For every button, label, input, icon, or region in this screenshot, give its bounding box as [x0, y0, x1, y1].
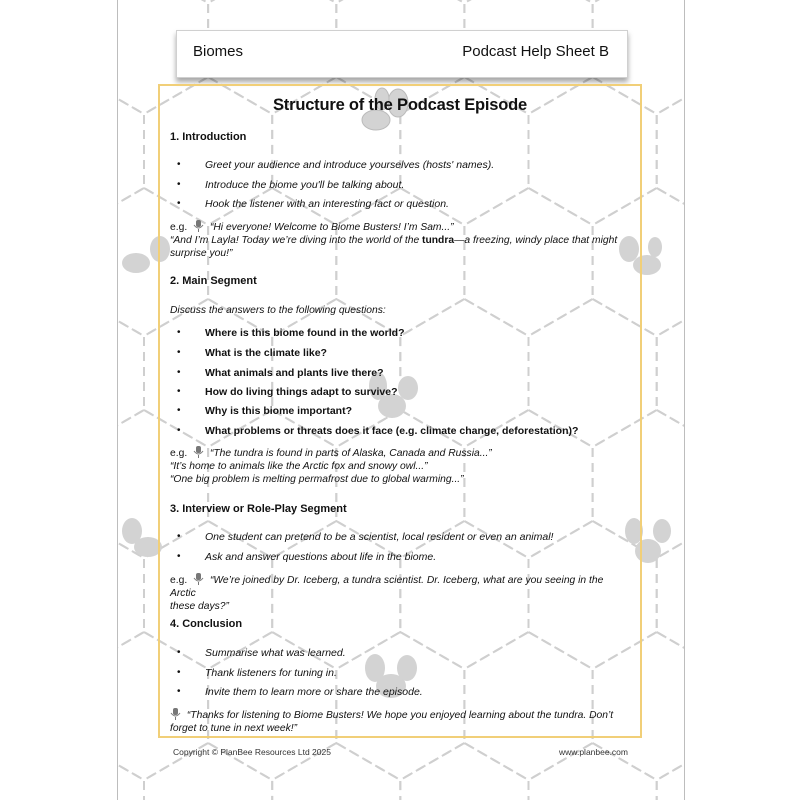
- list-item: What is the climate like?: [205, 347, 327, 359]
- section-intro: Discuss the answers to the following questions:: [170, 305, 386, 316]
- copyright-text: Copyright © PlanBee Resources Ltd 2025: [173, 747, 331, 757]
- list-item: Invite them to learn more or share the episode.: [205, 686, 423, 698]
- microphone-icon: [193, 446, 204, 458]
- hexagon-outline: [657, 77, 684, 225]
- list-item: Greet your audience and introduce yourselves (hosts' names).: [205, 159, 495, 171]
- list-item: How do living things adapt to survive?: [205, 386, 398, 398]
- hexagon-outline: [144, 0, 272, 3]
- list-item: Thank listeners for tuning in.: [205, 667, 337, 679]
- microphone-icon: [170, 708, 181, 720]
- hexagon-outline: [118, 743, 144, 800]
- section-heading-introduction: 1. Introduction: [170, 131, 247, 143]
- bullet-dot: •: [177, 531, 181, 542]
- example-quote: e.g. “Hi everyone! Welcome to Biome Busters! I’m Sam...” “And I’m Layla! Today we’re diving into the world of the tundra—a freezing, windy place that might surprise you!”: [170, 222, 618, 259]
- hexagon-outline: [529, 0, 657, 3]
- bullet-dot: •: [177, 347, 181, 358]
- section-heading-interview: 3. Interview or Role-Play Segment: [170, 503, 347, 515]
- example-quote: e.g. “The tundra is found in parts of Alaska, Canada and Russia...” “It’s home to animals like the Arctic fox and snowy owl...” “One big problem is melting permafrost due to global warming...”: [170, 448, 492, 485]
- bullet-dot: •: [177, 425, 181, 436]
- microphone-icon: [193, 573, 204, 585]
- bullet-dot: •: [177, 686, 181, 697]
- worksheet-page: [117, 0, 685, 800]
- example-quote: “Thanks for listening to Biome Busters! We hope you enjoyed learning about the tundra. Don’t forget to tune in next week!”: [170, 710, 614, 734]
- subject-label: Biomes: [193, 43, 244, 60]
- section-heading-main-segment: 2. Main Segment: [170, 275, 257, 287]
- hexagon-outline: [400, 0, 528, 3]
- hexagon-outline: [657, 299, 684, 447]
- content-box: [158, 84, 642, 738]
- hexagon-outline: [657, 743, 684, 800]
- bullet-dot: •: [177, 179, 181, 190]
- list-item: Why is this biome important?: [205, 405, 353, 417]
- bullet-dot: •: [177, 667, 181, 678]
- bullet-dot: •: [177, 198, 181, 209]
- hexagon-outline: [400, 743, 528, 800]
- bullet-dot: •: [177, 386, 181, 397]
- hexagon-outline: [118, 0, 144, 3]
- list-item: Introduce the biome you'll be talking about.: [205, 179, 405, 191]
- sheet-title: Podcast Help Sheet B: [462, 43, 609, 60]
- hexagon-outline: [118, 77, 144, 225]
- bullet-dot: •: [177, 159, 181, 170]
- hexagon-outline: [272, 0, 400, 3]
- bullet-dot: •: [177, 551, 181, 562]
- bullet-dot: •: [177, 327, 181, 338]
- section-heading-conclusion: 4. Conclusion: [170, 618, 243, 630]
- list-item: Summarise what was learned.: [205, 647, 346, 659]
- list-item: Hook the listener with an interesting fact or question.: [205, 198, 449, 210]
- bullet-dot: •: [177, 405, 181, 416]
- page-title: Structure of the Podcast Episode: [273, 96, 527, 114]
- bullet-dot: •: [177, 367, 181, 378]
- list-item: One student can pretend to be a scientist, local resident or even an animal!: [205, 531, 554, 543]
- header-bar: [176, 30, 628, 78]
- website-link[interactable]: www.planbee.com: [559, 747, 628, 757]
- microphone-icon: [193, 220, 204, 232]
- list-item: What problems or threats does it face (e.g. climate change, deforestation)?: [205, 425, 579, 437]
- list-item: What animals and plants live there?: [205, 367, 384, 379]
- hexagon-outline: [118, 299, 144, 447]
- list-item: Where is this biome found in the world?: [205, 327, 405, 339]
- example-quote: e.g. “We’re joined by Dr. Iceberg, a tundra scientist. Dr. Iceberg, what are you seeing in the Arctic these days?”: [170, 575, 604, 612]
- bullet-dot: •: [177, 647, 181, 658]
- hexagon-outline: [657, 0, 684, 3]
- list-item: Ask and answer questions about life in the biome.: [205, 551, 437, 563]
